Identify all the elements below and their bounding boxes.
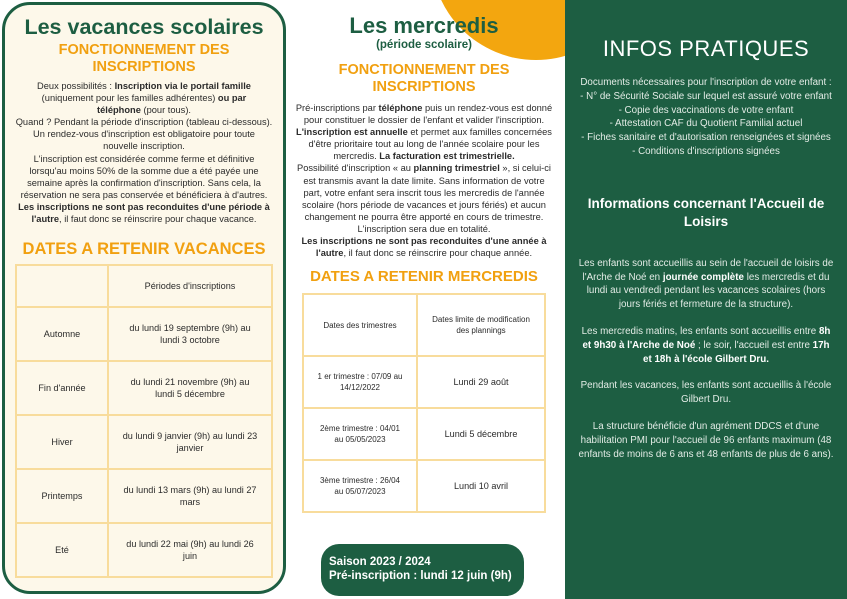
- table-row: [303, 356, 545, 408]
- table-row: [16, 469, 272, 523]
- list-item: - Attestation CAF du Quotient Familial actuel: [609, 118, 803, 130]
- deadline-cell: Lundi 29 août: [417, 356, 545, 408]
- table-row: [303, 294, 545, 356]
- infos-title: INFOS PRATIQUES: [602, 36, 810, 61]
- vacances-subtitle-1: FONCTIONNEMENT DES: [58, 42, 230, 58]
- table-row: [16, 361, 272, 415]
- mercredis-period-note: (période scolaire): [376, 39, 472, 51]
- vacances-panel: [2, 2, 286, 594]
- accueil-text: [577, 257, 835, 462]
- period-cell: du lundi 9 janvier (9h) au lundi 23 janvier: [108, 415, 272, 469]
- table-row: [16, 415, 272, 469]
- vacances-text: Deux possibilités : Inscription via le portail famille (uniquement pour les familles adhérentes) ou par téléphone (pour tous). Quand ? Pendant la période d'inscription (tableau ci-dessous). Un rendez-vous d'inscription est obligatoire pour toute nouvelle inscription. L'inscription est considérée comme ferme et définitive lorsqu'au moins 50% de la somme due a été payée une semaine après la confirmation d'inscription. Sans cela, la réservation ne sera pas conservée et bénéficiera à d'autres. Les inscriptions ne sont pas reconduites d'une période à l'autre, il faut donc se réinscrire pour chaque vacance.: [15, 81, 273, 225]
- season-cell: Automne: [16, 307, 108, 361]
- mercredis-subtitle-1: FONCTIONNEMENT DES: [338, 62, 510, 78]
- accueil-paragraph-3: Pendant les vacances, les enfants sont accueillis à l'école Gilbert Dru.: [580, 380, 832, 406]
- vacances-dates-title: DATES A RETENIR VACANCES: [22, 240, 266, 259]
- table-row: [303, 408, 545, 460]
- deadline-cell: Lundi 5 décembre: [417, 408, 545, 460]
- mercredis-title: Les mercredis: [349, 13, 499, 38]
- season-cell: Fin d'année: [16, 361, 108, 415]
- table-header: Dates des trimestres: [303, 294, 417, 356]
- quarter-cell: 2ème trimestre : 04/01 au 05/05/2023: [303, 408, 417, 460]
- table-header: Périodes d'inscriptions: [108, 265, 272, 307]
- season-cell: Printemps: [16, 469, 108, 523]
- list-item: - Conditions d'inscriptions signées: [632, 145, 780, 157]
- vacances-title: Les vacances scolaires: [24, 15, 264, 39]
- season-label: Saison 2023 / 2024: [329, 556, 431, 568]
- table-header: Dates limite de modification des plannings: [417, 294, 545, 356]
- quarter-cell: 3ème trimestre : 26/04 au 05/07/2023: [303, 460, 417, 512]
- season-cell: Eté: [16, 523, 108, 577]
- vacances-subtitle-2: INSCRIPTIONS: [92, 59, 196, 75]
- accueil-title: Informations concernant l'Accueil de Loisirs: [587, 195, 825, 229]
- documents-intro: Documents nécessaires pour l'inscription de votre enfant :: [580, 77, 832, 88]
- deadline-cell: Lundi 10 avril: [417, 460, 545, 512]
- infos-panel: [565, 0, 847, 599]
- list-item: - Fiches sanitaire et d'autorisation renseignées et signées: [581, 132, 831, 144]
- table-row: [16, 265, 272, 307]
- season-badge: [321, 544, 524, 596]
- table-row: [16, 523, 272, 577]
- mercredis-subtitle-2: INSCRIPTIONS: [372, 79, 476, 95]
- accueil-paragraph-4: La structure bénéficie d'un agrément DDCS et d'une habilitation PMI pour l'accueil de 96 enfants maximum (48 enfants de moins de 6 ans et 48 enfants de plus de 6 ans).: [578, 420, 834, 460]
- mercredis-dates-table: [302, 293, 546, 513]
- mercredis-dates-title: DATES A RETENIR MERCREDIS: [310, 268, 538, 286]
- period-cell: du lundi 19 septembre (9h) au lundi 3 octobre: [108, 307, 272, 361]
- accueil-paragraph-2: Les mercredis matins, les enfants sont accueillis entre 8h et 9h30 à l'Arche de Noé ; le soir, l'accueil est entre 17h et 18h à l'école Gilbert Dru.: [581, 325, 831, 365]
- vacances-dates-table: [15, 264, 273, 578]
- accueil-paragraph-1: Les enfants sont accueillis au sein de l'accueil de loisirs de l'Arche de Noé en journée complète les mercredis et du lundi au vendredi pendant les vacances scolaires (hors jours fériés et fermeture de la structure).: [578, 257, 834, 311]
- table-row: [16, 307, 272, 361]
- mercredis-text: Pré-inscriptions par téléphone puis un rendez-vous est donné pour constituer le dossier de l'enfant et valider l'inscription. L'inscription est annuelle et permet aux familles concernées d'être prioritaire tout au long de l'année scolaire pour les mercredis. La facturation est trimestrielle. Possibilité d'inscription « au planning trimestriel », si celui-ci est transmis avant la date limite. Sans information de votre part, votre enfant sera inscrit tous les mercredis de l'année scolaire (hors période de vacances et jours fériés) et aucun changement ne pourra être apporté en cours de trimestre. L'inscription sera due en totalité. Les inscriptions ne sont pas reconduites d'une année à l'autre, il faut donc se réinscrire pour chaque année.: [295, 103, 553, 259]
- list-item: - Copie des vaccinations de votre enfant: [618, 104, 794, 116]
- preinscription-date: Pré-inscription : lundi 12 juin (9h): [329, 570, 512, 582]
- period-cell: du lundi 13 mars (9h) au lundi 27 mars: [108, 469, 272, 523]
- quarter-cell: 1 er trimestre : 07/09 au 14/12/2022: [303, 356, 417, 408]
- mercredis-panel: [290, 0, 558, 599]
- period-cell: du lundi 22 mai (9h) au lundi 26 juin: [108, 523, 272, 577]
- documents-list: [577, 76, 835, 159]
- period-cell: du lundi 21 novembre (9h) au lundi 5 décembre: [108, 361, 272, 415]
- season-cell: Hiver: [16, 415, 108, 469]
- list-item: - N° de Sécurité Sociale sur lequel est assuré votre enfant: [580, 90, 832, 102]
- table-row: [303, 460, 545, 512]
